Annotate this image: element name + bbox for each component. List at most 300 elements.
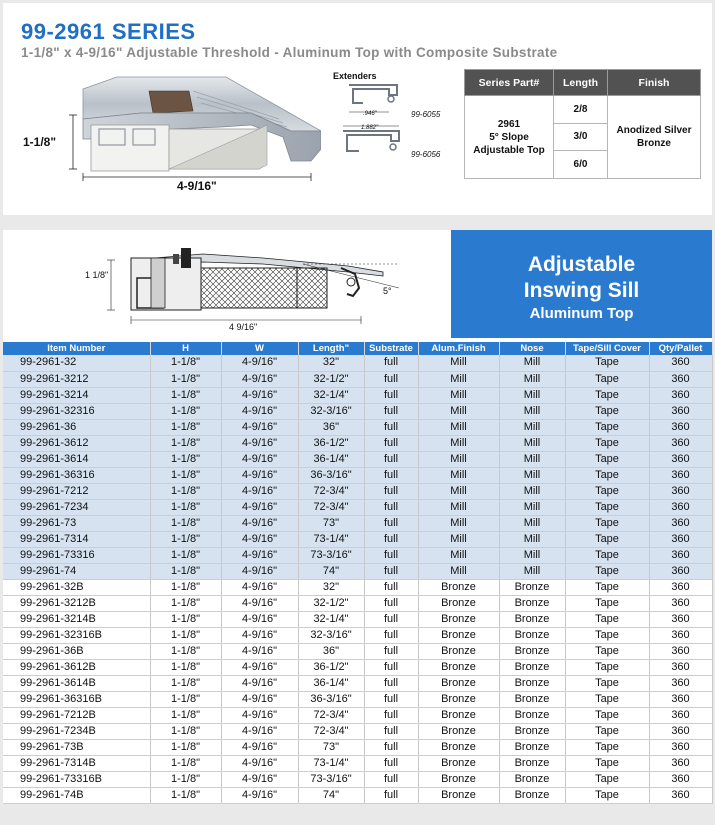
- series-header-part: Series Part#: [465, 70, 554, 96]
- cell-nose: Bronze: [499, 691, 565, 707]
- extenders-drawing: [319, 69, 459, 169]
- cell-length: 73-3/16": [298, 771, 364, 787]
- cell-qty-pallet: 360: [649, 675, 712, 691]
- cell-w: 4-9/16": [221, 547, 298, 563]
- cell-substrate: full: [364, 691, 418, 707]
- header-length: Length": [298, 342, 364, 355]
- table-row: [3, 451, 712, 467]
- cell-w: 4-9/16": [221, 627, 298, 643]
- cell-qty-pallet: 360: [649, 579, 712, 595]
- header-h: H: [150, 342, 221, 355]
- cell-h: 1-1/8": [150, 387, 221, 403]
- cell-length: 73-3/16": [298, 547, 364, 563]
- header-qty-pallet: Qty/Pallet: [649, 342, 712, 355]
- cell-w: 4-9/16": [221, 611, 298, 627]
- cell-h: 1-1/8": [150, 483, 221, 499]
- top-panel: [3, 3, 712, 215]
- cell-alum-finish: Bronze: [418, 579, 499, 595]
- header-tape-sill-cover: Tape/Sill Cover: [565, 342, 649, 355]
- cell-substrate: full: [364, 371, 418, 387]
- cell-w: 4-9/16": [221, 723, 298, 739]
- series-finish-1: Anodized Silver: [616, 125, 692, 136]
- extender-2-dim: 1.882": [361, 125, 379, 131]
- cell-item-number: 99-2961-3614B: [3, 675, 150, 691]
- sill-title-line1: Adjustable: [527, 253, 636, 276]
- cell-w: 4-9/16": [221, 643, 298, 659]
- cell-qty-pallet: 360: [649, 531, 712, 547]
- cell-item-number: 99-2961-3614: [3, 451, 150, 467]
- cell-substrate: full: [364, 467, 418, 483]
- cell-length: 36-3/16": [298, 691, 364, 707]
- cell-item-number: 99-2961-36: [3, 419, 150, 435]
- cell-length: 72-3/4": [298, 707, 364, 723]
- cell-tape-sill-cover: Tape: [565, 675, 649, 691]
- cell-item-number: 99-2961-3612B: [3, 659, 150, 675]
- cell-alum-finish: Mill: [418, 419, 499, 435]
- cell-tape-sill-cover: Tape: [565, 563, 649, 579]
- cell-w: 4-9/16": [221, 515, 298, 531]
- cell-alum-finish: Bronze: [418, 659, 499, 675]
- cell-item-number: 99-2961-74: [3, 563, 150, 579]
- cell-alum-finish: Bronze: [418, 787, 499, 803]
- cell-nose: Bronze: [499, 755, 565, 771]
- table-row: [3, 467, 712, 483]
- cell-qty-pallet: 360: [649, 723, 712, 739]
- table-row: [3, 563, 712, 579]
- cell-alum-finish: Bronze: [418, 675, 499, 691]
- cell-tape-sill-cover: Tape: [565, 403, 649, 419]
- cell-nose: Mill: [499, 467, 565, 483]
- cell-qty-pallet: 360: [649, 515, 712, 531]
- cell-w: 4-9/16": [221, 659, 298, 675]
- cell-item-number: 99-2961-36B: [3, 643, 150, 659]
- cell-substrate: full: [364, 531, 418, 547]
- cell-substrate: full: [364, 451, 418, 467]
- cell-h: 1-1/8": [150, 579, 221, 595]
- cell-item-number: 99-2961-73B: [3, 739, 150, 755]
- cell-substrate: full: [364, 387, 418, 403]
- cell-substrate: full: [364, 595, 418, 611]
- cell-length: 32": [298, 579, 364, 595]
- table-row: [3, 611, 712, 627]
- cell-h: 1-1/8": [150, 707, 221, 723]
- cell-h: 1-1/8": [150, 371, 221, 387]
- cell-nose: Mill: [499, 483, 565, 499]
- cell-nose: Bronze: [499, 787, 565, 803]
- cell-nose: Bronze: [499, 611, 565, 627]
- cell-substrate: full: [364, 579, 418, 595]
- cell-substrate: full: [364, 643, 418, 659]
- cell-qty-pallet: 360: [649, 691, 712, 707]
- cell-substrate: full: [364, 723, 418, 739]
- cell-nose: Mill: [499, 355, 565, 371]
- cell-alum-finish: Mill: [418, 547, 499, 563]
- cell-w: 4-9/16": [221, 707, 298, 723]
- cell-tape-sill-cover: Tape: [565, 371, 649, 387]
- cell-h: 1-1/8": [150, 755, 221, 771]
- cell-qty-pallet: 360: [649, 787, 712, 803]
- cell-item-number: 99-2961-73: [3, 515, 150, 531]
- cell-w: 4-9/16": [221, 483, 298, 499]
- cell-qty-pallet: 360: [649, 387, 712, 403]
- cell-item-number: 99-2961-7212B: [3, 707, 150, 723]
- cell-qty-pallet: 360: [649, 483, 712, 499]
- cell-tape-sill-cover: Tape: [565, 723, 649, 739]
- cell-alum-finish: Bronze: [418, 771, 499, 787]
- cell-substrate: full: [364, 403, 418, 419]
- table-row: [3, 643, 712, 659]
- cell-tape-sill-cover: Tape: [565, 531, 649, 547]
- cell-nose: Mill: [499, 499, 565, 515]
- cell-nose: Bronze: [499, 595, 565, 611]
- cell-alum-finish: Mill: [418, 531, 499, 547]
- cell-length: 74": [298, 787, 364, 803]
- cell-item-number: 99-2961-3212B: [3, 595, 150, 611]
- cell-alum-finish: Bronze: [418, 611, 499, 627]
- cell-qty-pallet: 360: [649, 403, 712, 419]
- cell-length: 36": [298, 643, 364, 659]
- cell-alum-finish: Bronze: [418, 691, 499, 707]
- header-substrate: Substrate: [364, 342, 418, 355]
- cell-item-number: 99-2961-7314B: [3, 755, 150, 771]
- cell-substrate: full: [364, 419, 418, 435]
- series-length-3: 6/0: [554, 151, 608, 179]
- cell-item-number: 99-2961-3212: [3, 371, 150, 387]
- cell-substrate: full: [364, 611, 418, 627]
- cell-substrate: full: [364, 499, 418, 515]
- cell-w: 4-9/16": [221, 371, 298, 387]
- cell-alum-finish: Mill: [418, 515, 499, 531]
- cell-h: 1-1/8": [150, 659, 221, 675]
- cell-length: 32-1/2": [298, 371, 364, 387]
- cell-alum-finish: Mill: [418, 435, 499, 451]
- series-finish-2: Bronze: [637, 138, 671, 149]
- cell-nose: Bronze: [499, 739, 565, 755]
- items-table: [3, 342, 713, 804]
- cell-h: 1-1/8": [150, 771, 221, 787]
- cell-qty-pallet: 360: [649, 547, 712, 563]
- cell-h: 1-1/8": [150, 355, 221, 371]
- cell-nose: Mill: [499, 563, 565, 579]
- cell-tape-sill-cover: Tape: [565, 771, 649, 787]
- cell-tape-sill-cover: Tape: [565, 515, 649, 531]
- cell-w: 4-9/16": [221, 467, 298, 483]
- cell-qty-pallet: 360: [649, 771, 712, 787]
- table-row: [3, 355, 712, 371]
- cell-substrate: full: [364, 563, 418, 579]
- cell-w: 4-9/16": [221, 355, 298, 371]
- cell-w: 4-9/16": [221, 739, 298, 755]
- cell-alum-finish: Mill: [418, 403, 499, 419]
- table-row: [3, 707, 712, 723]
- cell-qty-pallet: 360: [649, 643, 712, 659]
- series-header-length: Length: [554, 70, 608, 96]
- cell-h: 1-1/8": [150, 739, 221, 755]
- cell-substrate: full: [364, 355, 418, 371]
- extender-2-part: 99-6056: [411, 150, 441, 159]
- table-row: [3, 771, 712, 787]
- cell-w: 4-9/16": [221, 691, 298, 707]
- table-row: [3, 403, 712, 419]
- sill-title-line2: Inswing Sill: [523, 279, 640, 302]
- table-row: [3, 739, 712, 755]
- cell-qty-pallet: 360: [649, 595, 712, 611]
- series-header-finish: Finish: [608, 70, 701, 96]
- cell-qty-pallet: 360: [649, 419, 712, 435]
- cell-length: 73-1/4": [298, 755, 364, 771]
- cell-nose: Bronze: [499, 627, 565, 643]
- cell-alum-finish: Mill: [418, 355, 499, 371]
- cell-nose: Mill: [499, 419, 565, 435]
- main-panel: [3, 230, 712, 803]
- cell-item-number: 99-2961-36316B: [3, 691, 150, 707]
- cell-item-number: 99-2961-7314: [3, 531, 150, 547]
- header-nose: Nose: [499, 342, 565, 355]
- cell-item-number: 99-2961-73316: [3, 547, 150, 563]
- series-part-desc-2: Adjustable Top: [473, 144, 545, 156]
- cell-h: 1-1/8": [150, 451, 221, 467]
- table-row: [3, 627, 712, 643]
- cell-item-number: 99-2961-7212: [3, 483, 150, 499]
- cell-item-number: 99-2961-32: [3, 355, 150, 371]
- cell-w: 4-9/16": [221, 595, 298, 611]
- cell-alum-finish: Mill: [418, 483, 499, 499]
- cell-substrate: full: [364, 675, 418, 691]
- threshold-profile-drawing: [21, 69, 321, 194]
- cell-h: 1-1/8": [150, 563, 221, 579]
- cell-length: 36-1/4": [298, 451, 364, 467]
- cell-tape-sill-cover: Tape: [565, 483, 649, 499]
- cell-length: 36-3/16": [298, 467, 364, 483]
- cell-h: 1-1/8": [150, 403, 221, 419]
- table-row: [3, 595, 712, 611]
- cell-item-number: 99-2961-3214: [3, 387, 150, 403]
- cell-substrate: full: [364, 483, 418, 499]
- cell-tape-sill-cover: Tape: [565, 387, 649, 403]
- cell-qty-pallet: 360: [649, 611, 712, 627]
- cell-length: 36-1/4": [298, 675, 364, 691]
- cell-h: 1-1/8": [150, 675, 221, 691]
- cell-tape-sill-cover: Tape: [565, 787, 649, 803]
- table-row: [3, 515, 712, 531]
- cell-item-number: 99-2961-3612: [3, 435, 150, 451]
- table-row: [3, 387, 712, 403]
- table-row: [3, 723, 712, 739]
- profile-width-label: 4-9/16": [177, 179, 217, 193]
- series-part-desc-1: 5° Slope: [489, 131, 529, 143]
- cell-h: 1-1/8": [150, 531, 221, 547]
- cell-tape-sill-cover: Tape: [565, 755, 649, 771]
- cell-length: 32-1/4": [298, 387, 364, 403]
- cell-h: 1-1/8": [150, 723, 221, 739]
- series-length-2: 3/0: [554, 123, 608, 151]
- sill-slope-label: 5°: [383, 286, 392, 296]
- cell-qty-pallet: 360: [649, 627, 712, 643]
- cell-nose: Mill: [499, 371, 565, 387]
- cell-nose: Mill: [499, 403, 565, 419]
- cell-length: 32-3/16": [298, 627, 364, 643]
- cell-substrate: full: [364, 547, 418, 563]
- cell-tape-sill-cover: Tape: [565, 691, 649, 707]
- cell-qty-pallet: 360: [649, 755, 712, 771]
- sill-height-label: 1 1/8": [85, 270, 109, 280]
- extender-1-dim: .946": [363, 111, 377, 117]
- cell-qty-pallet: 360: [649, 739, 712, 755]
- cell-alum-finish: Bronze: [418, 627, 499, 643]
- cell-substrate: full: [364, 627, 418, 643]
- cell-qty-pallet: 360: [649, 563, 712, 579]
- items-table-body: [3, 355, 712, 803]
- cell-item-number: 99-2961-74B: [3, 787, 150, 803]
- cell-alum-finish: Mill: [418, 371, 499, 387]
- extenders-title: Extenders: [333, 71, 377, 81]
- cell-length: 36": [298, 419, 364, 435]
- cell-w: 4-9/16": [221, 387, 298, 403]
- cell-nose: Bronze: [499, 643, 565, 659]
- cell-tape-sill-cover: Tape: [565, 611, 649, 627]
- cell-length: 36-1/2": [298, 435, 364, 451]
- series-title: 99-2961 SERIES: [21, 19, 196, 44]
- series-finish-cell: [608, 96, 701, 179]
- cell-w: 4-9/16": [221, 419, 298, 435]
- table-row: [3, 483, 712, 499]
- cell-qty-pallet: 360: [649, 355, 712, 371]
- cell-nose: Bronze: [499, 771, 565, 787]
- items-header-row: [3, 342, 712, 355]
- cell-nose: Mill: [499, 387, 565, 403]
- cell-alum-finish: Bronze: [418, 643, 499, 659]
- table-row: [3, 659, 712, 675]
- cell-w: 4-9/16": [221, 755, 298, 771]
- cell-alum-finish: Mill: [418, 387, 499, 403]
- cell-length: 72-3/4": [298, 723, 364, 739]
- cell-length: 74": [298, 563, 364, 579]
- table-row: [3, 435, 712, 451]
- cell-w: 4-9/16": [221, 579, 298, 595]
- cell-tape-sill-cover: Tape: [565, 579, 649, 595]
- cell-item-number: 99-2961-32B: [3, 579, 150, 595]
- cell-h: 1-1/8": [150, 595, 221, 611]
- cell-qty-pallet: 360: [649, 451, 712, 467]
- cell-item-number: 99-2961-7234: [3, 499, 150, 515]
- cell-tape-sill-cover: Tape: [565, 499, 649, 515]
- cell-length: 72-3/4": [298, 499, 364, 515]
- cell-alum-finish: Bronze: [418, 755, 499, 771]
- cell-substrate: full: [364, 739, 418, 755]
- cell-w: 4-9/16": [221, 787, 298, 803]
- cell-qty-pallet: 360: [649, 499, 712, 515]
- cell-length: 72-3/4": [298, 483, 364, 499]
- cell-tape-sill-cover: Tape: [565, 467, 649, 483]
- table-row: [3, 547, 712, 563]
- cell-item-number: 99-2961-32316: [3, 403, 150, 419]
- series-subtitle: 1-1/8" x 4-9/16" Adjustable Threshold - Aluminum Top with Composite Substrate: [21, 45, 558, 60]
- cell-nose: Bronze: [499, 707, 565, 723]
- cell-tape-sill-cover: Tape: [565, 707, 649, 723]
- cell-w: 4-9/16": [221, 435, 298, 451]
- cell-qty-pallet: 360: [649, 435, 712, 451]
- cell-tape-sill-cover: Tape: [565, 627, 649, 643]
- cell-h: 1-1/8": [150, 499, 221, 515]
- cell-qty-pallet: 360: [649, 707, 712, 723]
- header-w: W: [221, 342, 298, 355]
- cell-item-number: 99-2961-7234B: [3, 723, 150, 739]
- cell-nose: Mill: [499, 531, 565, 547]
- table-row: [3, 499, 712, 515]
- profile-height-label: 1-1/8": [23, 135, 57, 149]
- cell-alum-finish: Bronze: [418, 739, 499, 755]
- cell-nose: Bronze: [499, 659, 565, 675]
- cell-w: 4-9/16": [221, 771, 298, 787]
- cell-tape-sill-cover: Tape: [565, 451, 649, 467]
- series-part-table: [464, 69, 701, 179]
- table-row: [3, 755, 712, 771]
- cell-w: 4-9/16": [221, 563, 298, 579]
- cell-nose: Mill: [499, 515, 565, 531]
- cell-h: 1-1/8": [150, 419, 221, 435]
- extender-1-part: 99-6055: [411, 110, 441, 119]
- cell-item-number: 99-2961-32316B: [3, 627, 150, 643]
- cell-h: 1-1/8": [150, 515, 221, 531]
- table-row: [3, 419, 712, 435]
- cell-item-number: 99-2961-73316B: [3, 771, 150, 787]
- cell-h: 1-1/8": [150, 787, 221, 803]
- cell-alum-finish: Bronze: [418, 595, 499, 611]
- header-item-number: Item Number: [3, 342, 150, 355]
- cell-length: 73": [298, 739, 364, 755]
- cell-length: 32-1/4": [298, 611, 364, 627]
- cell-substrate: full: [364, 755, 418, 771]
- cell-h: 1-1/8": [150, 547, 221, 563]
- cell-tape-sill-cover: Tape: [565, 659, 649, 675]
- series-part-number: 2961: [497, 118, 521, 130]
- cell-h: 1-1/8": [150, 467, 221, 483]
- cell-w: 4-9/16": [221, 499, 298, 515]
- sill-cross-section-drawing: [3, 230, 449, 338]
- sill-width-label: 4 9/16": [229, 322, 258, 332]
- table-row: [3, 579, 712, 595]
- cell-alum-finish: Mill: [418, 467, 499, 483]
- cell-nose: Bronze: [499, 675, 565, 691]
- table-row: [3, 675, 712, 691]
- cell-length: 73-1/4": [298, 531, 364, 547]
- cell-tape-sill-cover: Tape: [565, 435, 649, 451]
- cell-h: 1-1/8": [150, 691, 221, 707]
- table-row: [3, 691, 712, 707]
- cell-alum-finish: Mill: [418, 563, 499, 579]
- cell-tape-sill-cover: Tape: [565, 643, 649, 659]
- cell-qty-pallet: 360: [649, 371, 712, 387]
- cell-alum-finish: Mill: [418, 451, 499, 467]
- sill-title-box: [451, 230, 712, 338]
- cell-w: 4-9/16": [221, 451, 298, 467]
- table-row: [3, 787, 712, 803]
- cell-qty-pallet: 360: [649, 467, 712, 483]
- cell-substrate: full: [364, 707, 418, 723]
- cell-w: 4-9/16": [221, 531, 298, 547]
- cell-w: 4-9/16": [221, 675, 298, 691]
- table-row: [3, 371, 712, 387]
- cell-length: 36-1/2": [298, 659, 364, 675]
- cell-item-number: 99-2961-36316: [3, 467, 150, 483]
- cell-tape-sill-cover: Tape: [565, 547, 649, 563]
- cell-h: 1-1/8": [150, 627, 221, 643]
- cell-tape-sill-cover: Tape: [565, 355, 649, 371]
- cell-length: 32-3/16": [298, 403, 364, 419]
- cell-alum-finish: Mill: [418, 499, 499, 515]
- cell-item-number: 99-2961-3214B: [3, 611, 150, 627]
- cell-nose: Mill: [499, 547, 565, 563]
